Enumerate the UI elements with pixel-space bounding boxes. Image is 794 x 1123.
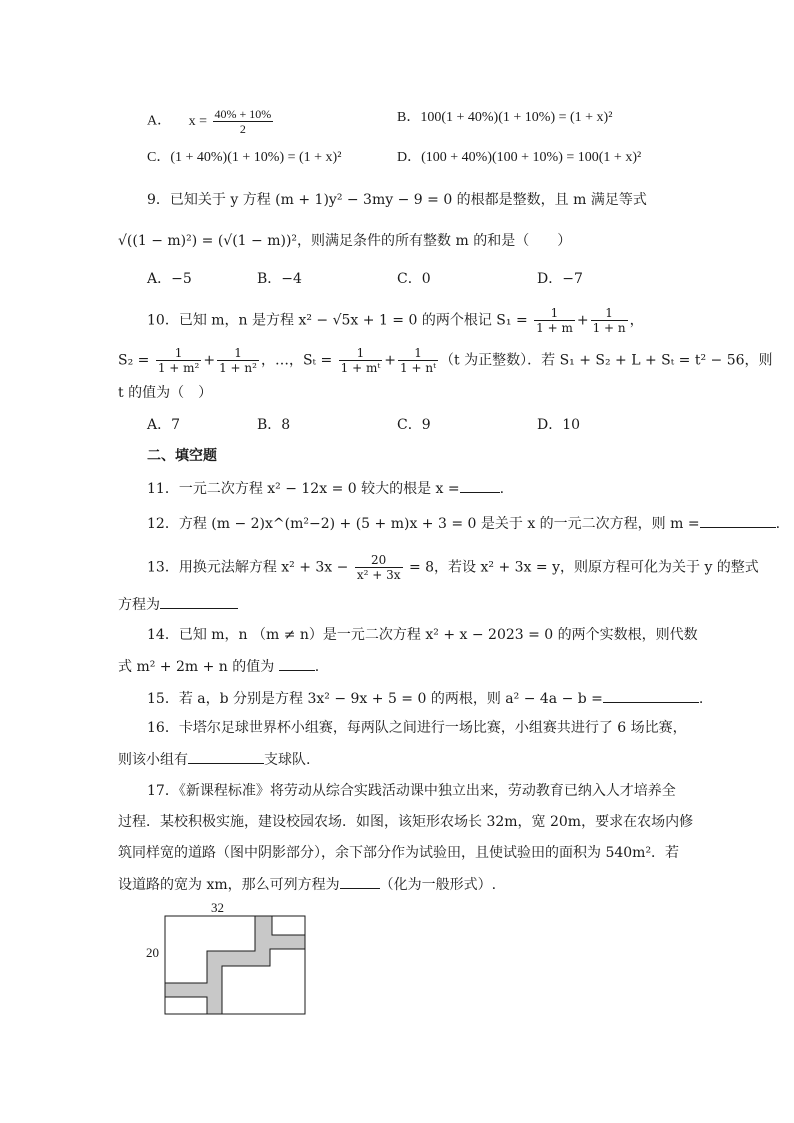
q12-blank[interactable] (700, 513, 776, 528)
q14: 14．已知 m，n （m ≠ n）是一元二次方程 x² + x − 2023 = 0 的两个实数根，则代数 (147, 627, 698, 643)
section-heading: 二、填空题 (147, 448, 217, 464)
q15-blank[interactable] (603, 688, 699, 703)
q14-line2: 式 m² + 2m + n 的值为 . (118, 656, 319, 677)
q11: 11．一元二次方程 x² − 12x = 0 较大的根是 x = . (147, 478, 504, 499)
height-label: 20 (146, 945, 159, 960)
q13-blank[interactable] (160, 594, 238, 609)
q9-option-d: D．−7 (537, 271, 583, 287)
q10-option-a: A．7 (147, 417, 181, 433)
q10-stem-3: t 的值为（ ） (118, 385, 213, 401)
q10-option-c: C．9 (397, 417, 431, 433)
q9-option-a: A．−5 (147, 271, 192, 287)
q13: 13．用换元法解方程 x² + 3x − $\frac{20}{\text{x² + 3x}}$ = 8，若设 x² + 3x = y，则原方程可化为关于 y 的整式 (147, 553, 759, 582)
q9-stem-2: √((1 − m)²) = (√(1 − m))²，则满足条件的所有整数 m 的和是（ ） (118, 233, 572, 249)
q9-option-b: B．−4 (257, 271, 302, 287)
q15: 15．若 a，b 分别是方程 3x² − 9x + 5 = 0 的两根，则 a² − 4a − b = . (147, 688, 703, 709)
q16-line2: 则该小组有 支球队. (118, 749, 310, 770)
q17-line2: 过程．某校积极实施，建设校园农场．如图，该矩形农场长 32m，宽 20m，要求在农场内修 (118, 814, 694, 830)
q9-stem: 9．已知关于 y 方程 (m + 1)y² − 3my − 9 = 0 的根都是整数，且 m 满足等式 (147, 192, 647, 208)
q8-option-b: B．100(1 + 40%)(1 + 10%) = (1 + x)² (397, 110, 613, 125)
q9-option-c: C．0 (397, 271, 431, 287)
q11-blank[interactable] (460, 478, 500, 493)
farm-diagram (140, 900, 320, 1030)
q10-option-d: D．10 (537, 417, 581, 433)
q8-option-a: A． x = $\frac{40\% + 10\%}{2}$ (147, 107, 272, 136)
q8-a-fraction: $\frac{40\% + 10\%}{2}$ (214, 107, 272, 136)
q10-stem: 10．已知 m，n 是方程 x² − √5x + 1 = 0 的两个根记 S₁ = $\frac{1}{1 + m}$ + $\frac{1}{1 + n}$ ， (147, 306, 644, 335)
q16: 16．卡塔尔足球世界杯小组赛，每两队之间进行一场比赛，小组赛共进行了 6 场比赛， (147, 720, 687, 736)
q17-line4: 设道路的宽为 xm，那么可列方程为 （化为一般形式）. (118, 874, 496, 895)
q17: 17．《新课程标准》将劳动从综合实践活动课中独立出来，劳动教育已纳入人才培养全 (147, 783, 676, 799)
q17-line3: 筑同样宽的道路（图中阴影部分），余下部分作为试验田，且使试验田的面积为 540m²．若 (118, 845, 680, 861)
width-label: 32 (211, 900, 224, 915)
q17-blank[interactable] (340, 874, 380, 889)
road-shape (165, 916, 305, 1014)
q16-blank[interactable] (188, 749, 264, 764)
farm-figure (140, 900, 320, 1030)
q12: 12．方程 (m − 2)x^(m²−2) + (5 + m)x + 3 = 0 是关于 x 的一元二次方程，则 m = . (147, 513, 780, 534)
q10-option-b: B．8 (257, 417, 291, 433)
q10-stem-2: S₂ = $\frac{1}{\text{1 + m²}}$ + $\frac{1}{\text{1 + n²}}$ ，…，Sₜ = $\frac{1}{\text{1 + mᵗ}}$ + $\frac{1}{\text{1 + nᵗ}}$ （t 为正整数）．若 S₁ + S₂ + L + Sₜ = t² − 56，则 (118, 346, 773, 375)
q13-line2: 方程为 (118, 594, 238, 615)
q8-option-d: D．(100 + 40%)(100 + 10%) = 100(1 + x)² (397, 150, 642, 165)
q8-option-c: C．(1 + 40%)(1 + 10%) = (1 + x)² (147, 150, 342, 165)
q14-blank[interactable] (279, 656, 315, 671)
